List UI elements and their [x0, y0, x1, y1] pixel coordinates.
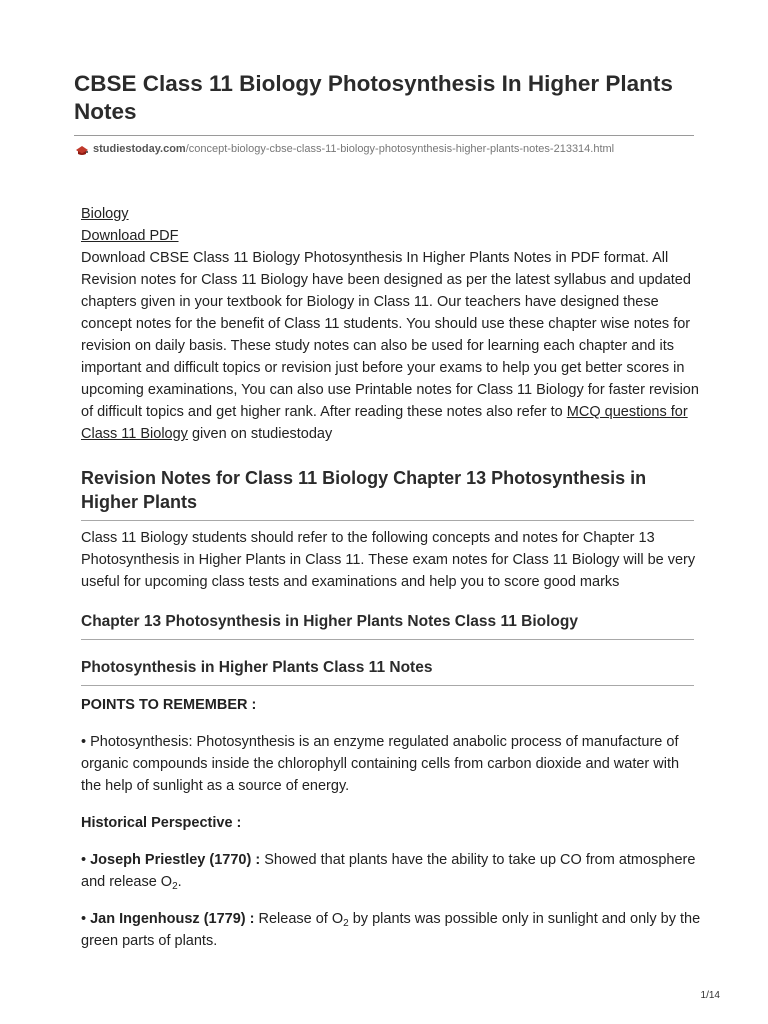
section-paragraph: Class 11 Biology students should refer to the following concepts and notes for Chapter 13 Photosynthesis in Higher Plants in Class 11. These exam notes for Class 11 Biology will be very useful for upcoming class tests and examinations and help you to score good marks — [81, 530, 696, 590]
historical-perspective-label: Historical Perspective : — [81, 815, 242, 831]
intro-paragraph — [81, 247, 701, 445]
ingenhousz-text-cont: by plants was possible only in sunlight and only by the green parts of plants. — [81, 911, 701, 949]
priestley-point — [81, 849, 701, 893]
page-title: CBSE Class 11 Biology Photosynthesis In Higher Plants Notes — [74, 71, 673, 124]
section-divider — [81, 639, 694, 640]
ingenhousz-text: Release of O — [254, 911, 344, 927]
bullet: • — [81, 852, 91, 868]
subscript: 2 — [172, 881, 178, 892]
priestley-text: Showed that plants have the ability to take up CO from atmosphere and release O — [81, 852, 696, 890]
source-url[interactable] — [74, 141, 714, 157]
intro-text: Download CBSE Class 11 Biology Photosynthesis In Higher Plants Notes in PDF format. All Revision notes for Class 11 Biology have been designed as per the latest syllabus and updated chapters given in your textbook for Biology in Class 11. Our teachers have designed these concept notes for the benefit of Class 11 students. You should use these chapter wise notes for revision on daily basis. These study notes can also be used for learning each chapter and its important and difficult topics or revision just before your exams to help you get better scores in upcoming examinations, You can also use Printable notes for Class 11 Biology for faster revision of difficult topics and get higher rank. After reading these notes also refer to — [81, 250, 699, 420]
page-number: 1/14 — [700, 990, 720, 1001]
document-body — [81, 203, 701, 952]
section-heading-chapter: Chapter 13 Photosynthesis in Higher Plants Notes Class 11 Biology — [81, 613, 578, 630]
priestley-name: Joseph Priestley (1770) : — [90, 852, 261, 868]
subscript: 2 — [343, 918, 349, 929]
category-link[interactable]: Biology — [81, 206, 129, 222]
section-heading-revision: Revision Notes for Class 11 Biology Chapter 13 Photosynthesis in Higher Plants — [81, 468, 647, 512]
mcq-questions-link[interactable]: MCQ questions for Class 11 Biology — [81, 404, 688, 442]
source-path: /concept-biology-cbse-class-11-biology-photosynthesis-higher-plants-notes-213314.html — [185, 143, 615, 155]
priestley-end: . — [177, 874, 182, 890]
intro-tail: given on studiestoday — [187, 426, 333, 442]
section-heading-notes: Photosynthesis in Higher Plants Class 11 Notes — [81, 659, 433, 676]
download-pdf-link[interactable]: Download PDF — [81, 228, 179, 244]
studiestoday-logo-icon — [74, 141, 90, 157]
photosynthesis-definition: • Photosynthesis: Photosynthesis is an enzyme regulated anabolic process of manufacture of organic compounds inside the chlorophyll containing cells from carbon dioxide and water with the help of sunlight as a source of energy. — [81, 734, 680, 794]
section-divider — [81, 685, 694, 686]
ingenhousz-point — [81, 908, 701, 952]
source-domain: studiestoday.com — [93, 143, 186, 155]
ingenhousz-name: Jan Ingenhousz (1779) : — [90, 911, 255, 927]
points-label: POINTS TO REMEMBER : — [81, 697, 257, 713]
section-divider — [81, 520, 694, 521]
bullet: • — [81, 911, 91, 927]
title-divider — [74, 135, 694, 136]
